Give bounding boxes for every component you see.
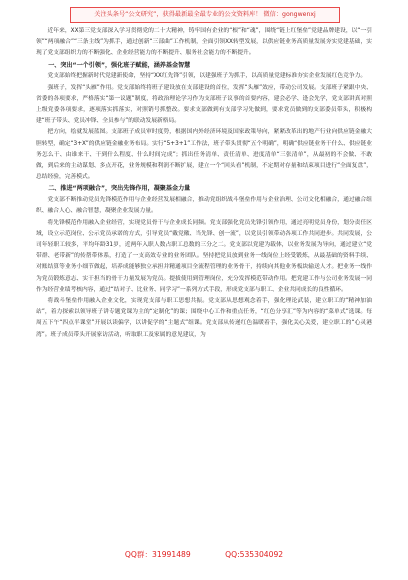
body-paragraph: 党支部不断推动党员先锋模范作用与企业经营发展相融合，推动党组织战斗堡垒作用与企业治理、公司文化相融合，通过融合组织、融合人心、融合智慧，凝聚企业发展力量。 — [36, 197, 372, 215]
body-paragraph: 近年来，XX第三党支部深入学习贯彻党的二十大精神，铸牢国有企业的“根”和“魂”，围绕“链上红堡垒”党建品牌建设，以“一引领”“两项融合”“三条主线”为抓手，通过创新“三部曲”工作机制，全面引领XX转型发展，以供应链业务高质量发展夯实党建基础，实现了党支部组织力的不断强化、企业经营能力的不断提升、服务社会能力的不断提升。 — [36, 28, 372, 57]
body-paragraph: 党支部始终把握新时代党建新使命，坚持“XX红先锋”引领，以建强班子为抓手，以高质量党建标准夯实企业发展红色竞争力。 — [47, 73, 367, 80]
body-paragraph: 强班子，发挥“头雁”作用。党支部始终将班子建设放在支部建设的首位，发挥“头雁”效应，带动公司发展。支部班子紧跟中央、省委的各项要求，严格落实“第一议题”制度，将政治理论学习作为支部班子议事的首要内容，建会必学、逢会先学，党支部讲真对照上级党委各项要求，逐项落实抓落实，对照销号抓整改。要求支部做到有支部学习先做到，要求党员做到的支部委员带头，积极构建“班子带头、党员冲锋、全员参与”的联动发展新格局。 — [36, 84, 372, 125]
promo-banner: 关注头条号“公文研究”，获得最新最全最专业的公文资料库！ 微信：gongwenxj — [70, 7, 340, 23]
section-heading: 二、推进“两项融合”，突出先锋作用，凝聚基金力量 — [48, 185, 191, 193]
contact-footer — [0, 548, 408, 562]
body-paragraph: 将战斗堡垒作用融入企业文化，实现党支部与职工思想共振。党支部从思想观念着手，强化理论武装，建立职工的“精神加油站”，着力探索以领导班子讲专题党课为主的“定制化”的课；围绕中心工作和重点任务，“红色分享汇”等为内容的“菜单式”选课。每周五下午“四点半课堂”开展以读偏学，以讲促学的“主题式”组课。党支部从传递红色温暖着手，强化关心关爱，建立职工的“心灵港湾”。班子成员带头开展家访活动，听取职工及家属的意见建议，为 — [36, 298, 372, 338]
section-heading: 一、突出“一个引领”，强化班子赋能，涵养基金智慧 — [48, 61, 191, 69]
body-paragraph: 把方向，绘就发展蓝图。支部班子成员审时度势，根据国内外经济环境及国家政策导向，紧紧改革出的地产行业向供应链金融大胆转型，确定“3+X”的供应链金融业务布局。实行“5+3+1”工作法，班子带头贯彻“五个明确”，明确“供应链业务干什么、供应链业务怎么干、由谁来干、干到什么程度、什么时间完成”；抓出任务清单、责任清单、进度清单“三张清单”，从最初的不会做、不敢做，到后来的主动谋划、多点开花，业务规模和利润不断扩展，建立一个“回头看”机制，不定期对存量和结束项目进行“全面复盘”，总结经验，完善模式。 — [36, 129, 372, 181]
document-body — [36, 26, 372, 341]
qq-text: QQ:535304092 — [225, 550, 284, 559]
body-paragraph: 将先锋模范作用融入企业经营，实现党员骨干与企业成长同频。党支部强化党员先锋引领作用，通过亮明党员身份，划分责任区域，设立示范岗位、公示党员承诺的方式，引导党员“戴党徽、当先锋、创一流”，以党员引领带动各项工作共同进步。共同发展，公司年轻职工较多，平均年龄31岁，近两年入职人数占职工总数的三分之二。党支部以党建为载体，以业务发展为导向，通过建立“党带群、老带新”的传帮带体系，打造了一支高效专业的业务团队。坚持把党员放到业务一线岗位上经受锻炼，从最基础的资料手续、对账结算等业务小细节做起，培养成能够独立承担并精通项目全流程管理的业务骨干，持续向其他业务板块输送人才。把业务一线作为党员锻炼意志、实干担当的骨干力量发展为党员。提拔使用到管理岗位，充分发挥模范带动作用。把党建工作与公司业务发展一同作为经营业绩考核内容，通过“结对子、比业务、同学习”一系列方式手段，形成党支部与职工、企业共同成长的良性循环。 — [36, 219, 372, 293]
qq-group-text: QQ群：31991489 — [124, 550, 191, 559]
